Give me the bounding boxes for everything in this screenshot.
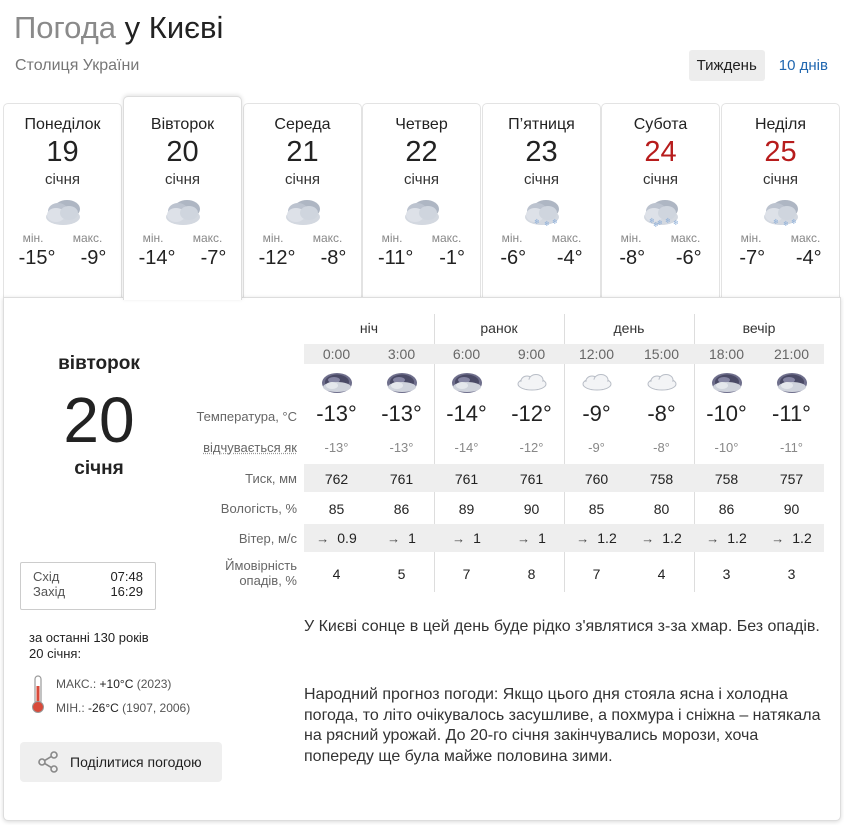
hour-icon-cell [434, 371, 499, 395]
min-label: мін. [381, 231, 403, 245]
hour-label: 9:00 [517, 346, 546, 362]
hour-label: 6:00 [452, 346, 481, 362]
wind-arrow-icon: → [771, 530, 785, 546]
day-month: січня [642, 171, 679, 188]
selected-month: січня [74, 458, 124, 479]
day-detail-panel [3, 297, 841, 821]
pressure-value: 757 [779, 471, 804, 487]
max-label: макс. [431, 231, 462, 245]
period-label: ранок [480, 320, 518, 336]
min-max-temps [124, 247, 241, 270]
thermometer-icon [29, 674, 47, 714]
wind-value: 1.2 [727, 530, 747, 546]
hour-label: 15:00 [643, 346, 680, 362]
cloudy-icon [161, 196, 205, 228]
day-month: січня [164, 171, 201, 188]
wind-arrow-icon: → [641, 530, 655, 546]
wind-value: 1 [538, 530, 546, 546]
pressure-label: Тиск, мм [245, 471, 297, 486]
day-name: Середа [274, 116, 331, 133]
min-temp: -11° [377, 247, 414, 269]
pressure-value: 758 [714, 471, 739, 487]
min-temp: -6° [500, 247, 527, 269]
min-label: мін. [501, 231, 523, 245]
share-icon [36, 750, 60, 774]
max-temp: -4° [556, 247, 583, 269]
svg-text:❄: ❄ [656, 219, 663, 227]
precip-value: 4 [657, 566, 666, 582]
day-name: Понеділок [24, 116, 101, 133]
precip-value: 3 [722, 566, 731, 582]
pressure-value: 761 [454, 471, 479, 487]
period-label: вечір [742, 320, 776, 336]
temperature-value: -14° [446, 401, 487, 426]
pressure-value: 762 [324, 471, 349, 487]
hour-icon-cell [759, 371, 824, 395]
wind-cell [434, 530, 499, 546]
night-cloudy-icon [320, 371, 354, 395]
pressure-value: 761 [519, 471, 544, 487]
wind-arrow-icon: → [576, 530, 590, 546]
record-max-value: +10°C [99, 677, 134, 691]
svg-text:❄: ❄ [648, 217, 655, 225]
min-max-temps [602, 247, 719, 270]
min-label: мін. [620, 231, 642, 245]
selected-weekday: вівторок [58, 353, 140, 374]
page-title: Погода у Києві [14, 10, 224, 45]
day-number: 24 [644, 136, 677, 168]
day-number: 22 [405, 136, 438, 168]
night-cloudy-icon [710, 371, 744, 395]
history-header: за останні 130 років 20 січня: [29, 630, 149, 661]
min-label: мін. [142, 231, 164, 245]
temperature-label: Температура, °C [196, 409, 297, 424]
wind-cell [369, 530, 434, 546]
hour-icon-cell [629, 371, 694, 395]
day-number: 21 [286, 136, 319, 168]
day-number: 20 [166, 136, 199, 168]
pressure-value: 760 [584, 471, 609, 487]
hour-icon-cell [499, 371, 564, 395]
night-cloudy-icon [775, 371, 809, 395]
sunrise-time: 07:48 [110, 569, 143, 584]
hour-label: 3:00 [387, 346, 416, 362]
precip-value: 7 [462, 566, 471, 582]
svg-text:❄: ❄ [652, 221, 659, 228]
feels-like-value: -13° [389, 440, 414, 455]
hour-icon-cell [694, 371, 759, 395]
svg-text:❄: ❄ [533, 218, 540, 226]
min-temp: -14° [138, 247, 176, 269]
feels-like-value: -12° [519, 440, 544, 455]
min-temp: -8° [619, 247, 646, 269]
min-max-temps [363, 247, 480, 270]
svg-text:❄: ❄ [782, 220, 789, 228]
precip-label: Ймовірність опадів, % [225, 558, 297, 588]
feels-like-value: -9° [588, 440, 605, 455]
day-tab[interactable] [482, 103, 601, 299]
day-name: Субота [633, 116, 688, 133]
day-name: Неділя [755, 116, 806, 133]
max-label: макс. [551, 231, 582, 245]
cloud-icon [515, 371, 549, 395]
day-number: 25 [764, 136, 797, 168]
wind-arrow-icon: → [316, 530, 330, 546]
wind-value: 1 [408, 530, 416, 546]
selected-day-number: 20 [63, 384, 135, 456]
min-max-labels [602, 231, 719, 245]
feels-like-value: -8° [653, 440, 670, 455]
humidity-value: 85 [588, 501, 605, 517]
share-weather-button[interactable]: Поділитися погодою [20, 742, 222, 782]
feels-like-value: -13° [324, 440, 349, 455]
day-name: Вівторок [150, 116, 215, 133]
min-max-labels [124, 231, 241, 245]
day-tab[interactable] [3, 103, 122, 299]
wind-cell [304, 530, 369, 546]
pressure-value: 761 [389, 471, 414, 487]
min-max-temps [483, 247, 600, 270]
svg-text:❄: ❄ [672, 219, 679, 227]
day-tab[interactable] [721, 103, 840, 299]
cloud-icon [580, 371, 614, 395]
period-label: ніч [359, 320, 379, 336]
max-label: макс. [790, 231, 821, 245]
tab-week[interactable]: Тиждень [689, 50, 765, 81]
hour-label: 18:00 [708, 346, 745, 362]
max-temp: -1° [439, 247, 466, 269]
temperature-value: -13° [316, 401, 357, 426]
precip-value: 4 [332, 566, 341, 582]
max-label: макс. [670, 231, 701, 245]
heavy-snow-icon [639, 196, 683, 228]
wind-arrow-icon: → [517, 530, 531, 546]
wind-arrow-icon: → [452, 530, 466, 546]
day-tab[interactable] [123, 96, 242, 300]
humidity-value: 89 [458, 501, 475, 517]
min-temp: -7° [739, 247, 766, 269]
day-month: січня [523, 171, 560, 188]
cloud-icon [645, 371, 679, 395]
min-temp: -12° [258, 247, 296, 269]
min-max-labels [722, 231, 839, 245]
hour-icon-cell [564, 371, 629, 395]
max-label: макс. [72, 231, 103, 245]
max-temp: -4° [795, 247, 822, 269]
hour-label: 12:00 [578, 346, 615, 362]
range-tabs [689, 50, 836, 81]
min-max-labels [483, 231, 600, 245]
humidity-value: 80 [653, 501, 670, 517]
wind-cell [499, 530, 564, 546]
temperature-value: -12° [511, 401, 552, 426]
max-temp: -8° [320, 247, 347, 269]
min-label: мін. [740, 231, 762, 245]
day-number: 23 [525, 136, 558, 168]
precip-value: 3 [787, 566, 796, 582]
day-description: У Києві сонце в цей день буде рідко з'являтися з-за хмар. Без опадів. [304, 618, 820, 635]
min-max-temps [244, 247, 361, 270]
temperature-value: -11° [772, 401, 811, 426]
min-max-temps [4, 247, 121, 270]
hour-icon-cell [304, 371, 369, 395]
temperature-value: -9° [582, 401, 611, 426]
day-number: 19 [46, 136, 79, 168]
min-label: мін. [22, 231, 44, 245]
wind-value: 1 [473, 530, 481, 546]
day-month: січня [284, 171, 321, 188]
temperature-value: -8° [647, 401, 676, 426]
humidity-value: 90 [523, 501, 540, 517]
min-max-labels [244, 231, 361, 245]
page-subtitle: Столиця України [15, 57, 140, 74]
svg-text:❄: ❄ [551, 218, 558, 226]
humidity-value: 90 [783, 501, 800, 517]
max-temp: -6° [675, 247, 702, 269]
svg-text:❄: ❄ [790, 218, 797, 226]
sunrise-label: Схід [33, 569, 60, 584]
snow-cloud-icon [759, 196, 803, 228]
min-max-labels [4, 231, 121, 245]
day-name: Четвер [395, 116, 448, 133]
cloudy-icon [400, 196, 444, 228]
svg-text:❄: ❄ [543, 220, 550, 228]
feels-like-label[interactable]: відчувається як [203, 440, 297, 455]
wind-arrow-icon: → [387, 530, 401, 546]
day-tab[interactable] [601, 103, 720, 299]
humidity-value: 86 [718, 501, 735, 517]
day-tabs [3, 103, 841, 299]
day-month: січня [762, 171, 799, 188]
temperature-value: -13° [381, 401, 422, 426]
sunset-time: 16:29 [110, 584, 143, 599]
hours-row [304, 344, 824, 364]
max-temp: -7° [200, 247, 227, 269]
day-tab[interactable] [243, 103, 362, 299]
wind-cell [759, 530, 824, 546]
humidity-label: Вологість, % [220, 501, 297, 516]
temperature-value: -10° [706, 401, 747, 426]
sunset-label: Захід [33, 584, 66, 599]
cloudy-icon [41, 196, 85, 228]
min-label: мін. [262, 231, 284, 245]
feels-like-value: -10° [714, 440, 739, 455]
min-temp: -15° [18, 247, 56, 269]
humidity-value: 86 [393, 501, 410, 517]
feels-like-value: -11° [779, 440, 804, 455]
folk-forecast-title: Народний прогноз погоди: [304, 686, 499, 703]
day-name: П’ятниця [508, 116, 575, 133]
cloudy-icon [281, 196, 325, 228]
svg-text:❄: ❄ [772, 218, 779, 226]
max-label: макс. [312, 231, 343, 245]
hour-icon-cell [369, 371, 434, 395]
wind-label: Вітер, м/с [238, 531, 297, 546]
sun-times-box [20, 562, 156, 610]
day-tab[interactable] [362, 103, 481, 299]
snow-cloud-icon [520, 196, 564, 228]
feels-like-value: -14° [454, 440, 479, 455]
night-cloudy-icon [385, 371, 419, 395]
precip-value: 5 [397, 566, 406, 582]
wind-value: 1.2 [792, 530, 812, 546]
history-records: МАКС.: +10°C (2023) МІН.: -26°C (1907, 2006) [56, 677, 191, 715]
wind-value: 0.9 [337, 530, 357, 546]
night-cloudy-icon [450, 371, 484, 395]
folk-forecast [304, 685, 824, 767]
hour-label: 0:00 [322, 346, 351, 362]
tab-10-days[interactable]: 10 днів [778, 57, 828, 74]
min-max-labels [363, 231, 480, 245]
record-min-value: -26°C [88, 701, 119, 715]
wind-value: 1.2 [662, 530, 682, 546]
day-month: січня [44, 171, 81, 188]
wind-cell [629, 530, 694, 546]
min-max-temps [722, 247, 839, 270]
wind-value: 1.2 [597, 530, 617, 546]
pressure-value: 758 [649, 471, 674, 487]
wind-cell [564, 530, 629, 546]
max-temp: -9° [80, 247, 107, 269]
hour-label: 21:00 [773, 346, 810, 362]
wind-arrow-icon: → [706, 530, 720, 546]
humidity-value: 85 [328, 501, 345, 517]
svg-text:❄: ❄ [664, 217, 671, 225]
max-label: макс. [192, 231, 223, 245]
wind-cell [694, 530, 759, 546]
day-month: січня [403, 171, 440, 188]
folk-forecast-text: Якщо цього дня стояла ясна і холодна погода, то літо очікувалось засушливе, а похмура і сніжна – натякала на рясний урожай. До 20-го січня закінчувались морози, хоча попереду ще була майже половина зими. [304, 686, 821, 765]
precip-value: 7 [592, 566, 601, 582]
period-label: день [613, 320, 645, 336]
precip-value: 8 [527, 566, 536, 582]
